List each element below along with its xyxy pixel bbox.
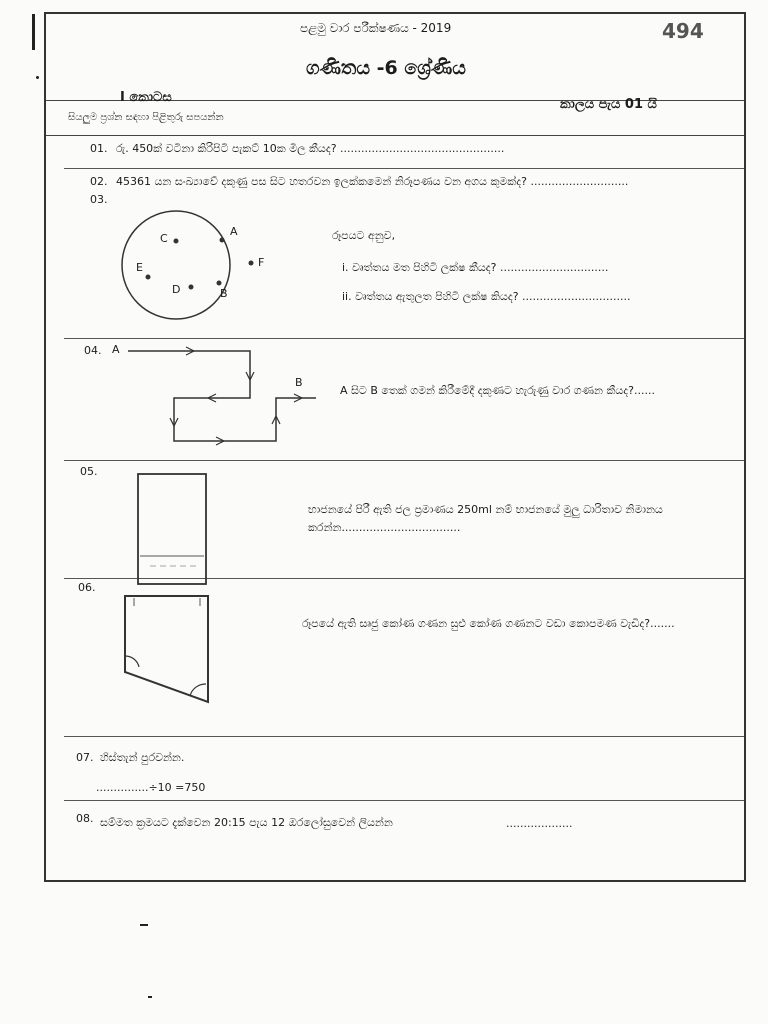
q01-text: රු. 450ක් වටිනා කිරිපිටි පැකට් 10ක මිල කීයද? ............................................... (116, 142, 505, 155)
q03-label-b: B (220, 287, 228, 300)
q03-label-e: E (136, 261, 143, 274)
q07-equation: ...............÷10 =750 (96, 781, 206, 794)
q08-text: සම්මත ක්‍රමයට දැක්වෙන 20:15 පැය 12 ඔරලෝසුවෙන් ලියන්න (100, 816, 393, 829)
q03-label-d: D (172, 283, 181, 296)
q05-line2: කරන්න.................................. (308, 521, 461, 534)
q03-label-f: F (258, 256, 265, 269)
q07-number: 07. (76, 751, 94, 764)
q08-answer-blank: ................... (506, 817, 573, 830)
q03-label-a: A (230, 225, 238, 238)
q02-number: 02. (90, 175, 108, 188)
q04-end-label: B (295, 376, 303, 389)
q06-angle-mark (190, 684, 206, 696)
bottom-smudge (140, 924, 148, 926)
q08-number: 08. (76, 812, 94, 825)
time-label: කාලය පැය 01 යි (560, 97, 657, 112)
q03-part-i: i. වෘත්තය මත පිහිටි ලක්ෂ කීයද? ............................... (342, 261, 609, 274)
q04-text: A සිට B තෙක් ගමන් කිරීමේදී දකුණට හැරුණු වාර ගණන කීයද?...... (340, 384, 655, 397)
exam-title: පළමු වාර පරීක්ෂණය - 2019 (300, 21, 452, 35)
q05-number: 05. (80, 465, 98, 478)
bottom-smudge (148, 996, 152, 998)
part-label: I කොටස (120, 90, 172, 105)
q03-number: 03. (90, 193, 108, 206)
q04-number: 04. (84, 344, 102, 357)
q03-label-c: C (160, 232, 168, 245)
subject-title: ගණිතය -6 ශ්‍රේණිය (306, 57, 466, 79)
q04-start-label: A (112, 343, 120, 356)
instruction-text: සියලුම ප්‍රශ්න සඳහා පිළිතුරු සපයන්න (68, 112, 224, 123)
q02-text: 45361 යන සංඛ්‍යාවේ දකුණු පස සිට හතරවන ඉලක්කමෙන් නිරූපණය වන අගය කුමක්ද? ............................ (116, 175, 629, 188)
q01-number: 01. (90, 142, 108, 155)
q03-intro: රූපයට අනුව, (332, 229, 396, 242)
paper-code: 494 (662, 19, 704, 43)
q03-part-ii: ii. වෘත්තය ඇතුලත පිහිටි ලක්ෂ කියද? ............................... (342, 290, 631, 303)
q05-line1: භාජනයේ පිරී ඇති ජල ප්‍රමාණය 250ml නම් භාජනයේ මුලු ධාරිතාව නිමානය (308, 503, 663, 516)
q06-number: 06. (78, 581, 96, 594)
q07-text: හිස්තැන් පුරවන්න. (100, 751, 185, 764)
q06-text: රූපයේ ඇති සෘජු කෝණ ගණන සුළු කෝණ ගණනට වඩා කොපමණ වැඩිද?....... (302, 617, 675, 630)
q06-quadrilateral (125, 596, 208, 702)
q06-angle-mark (125, 656, 139, 667)
